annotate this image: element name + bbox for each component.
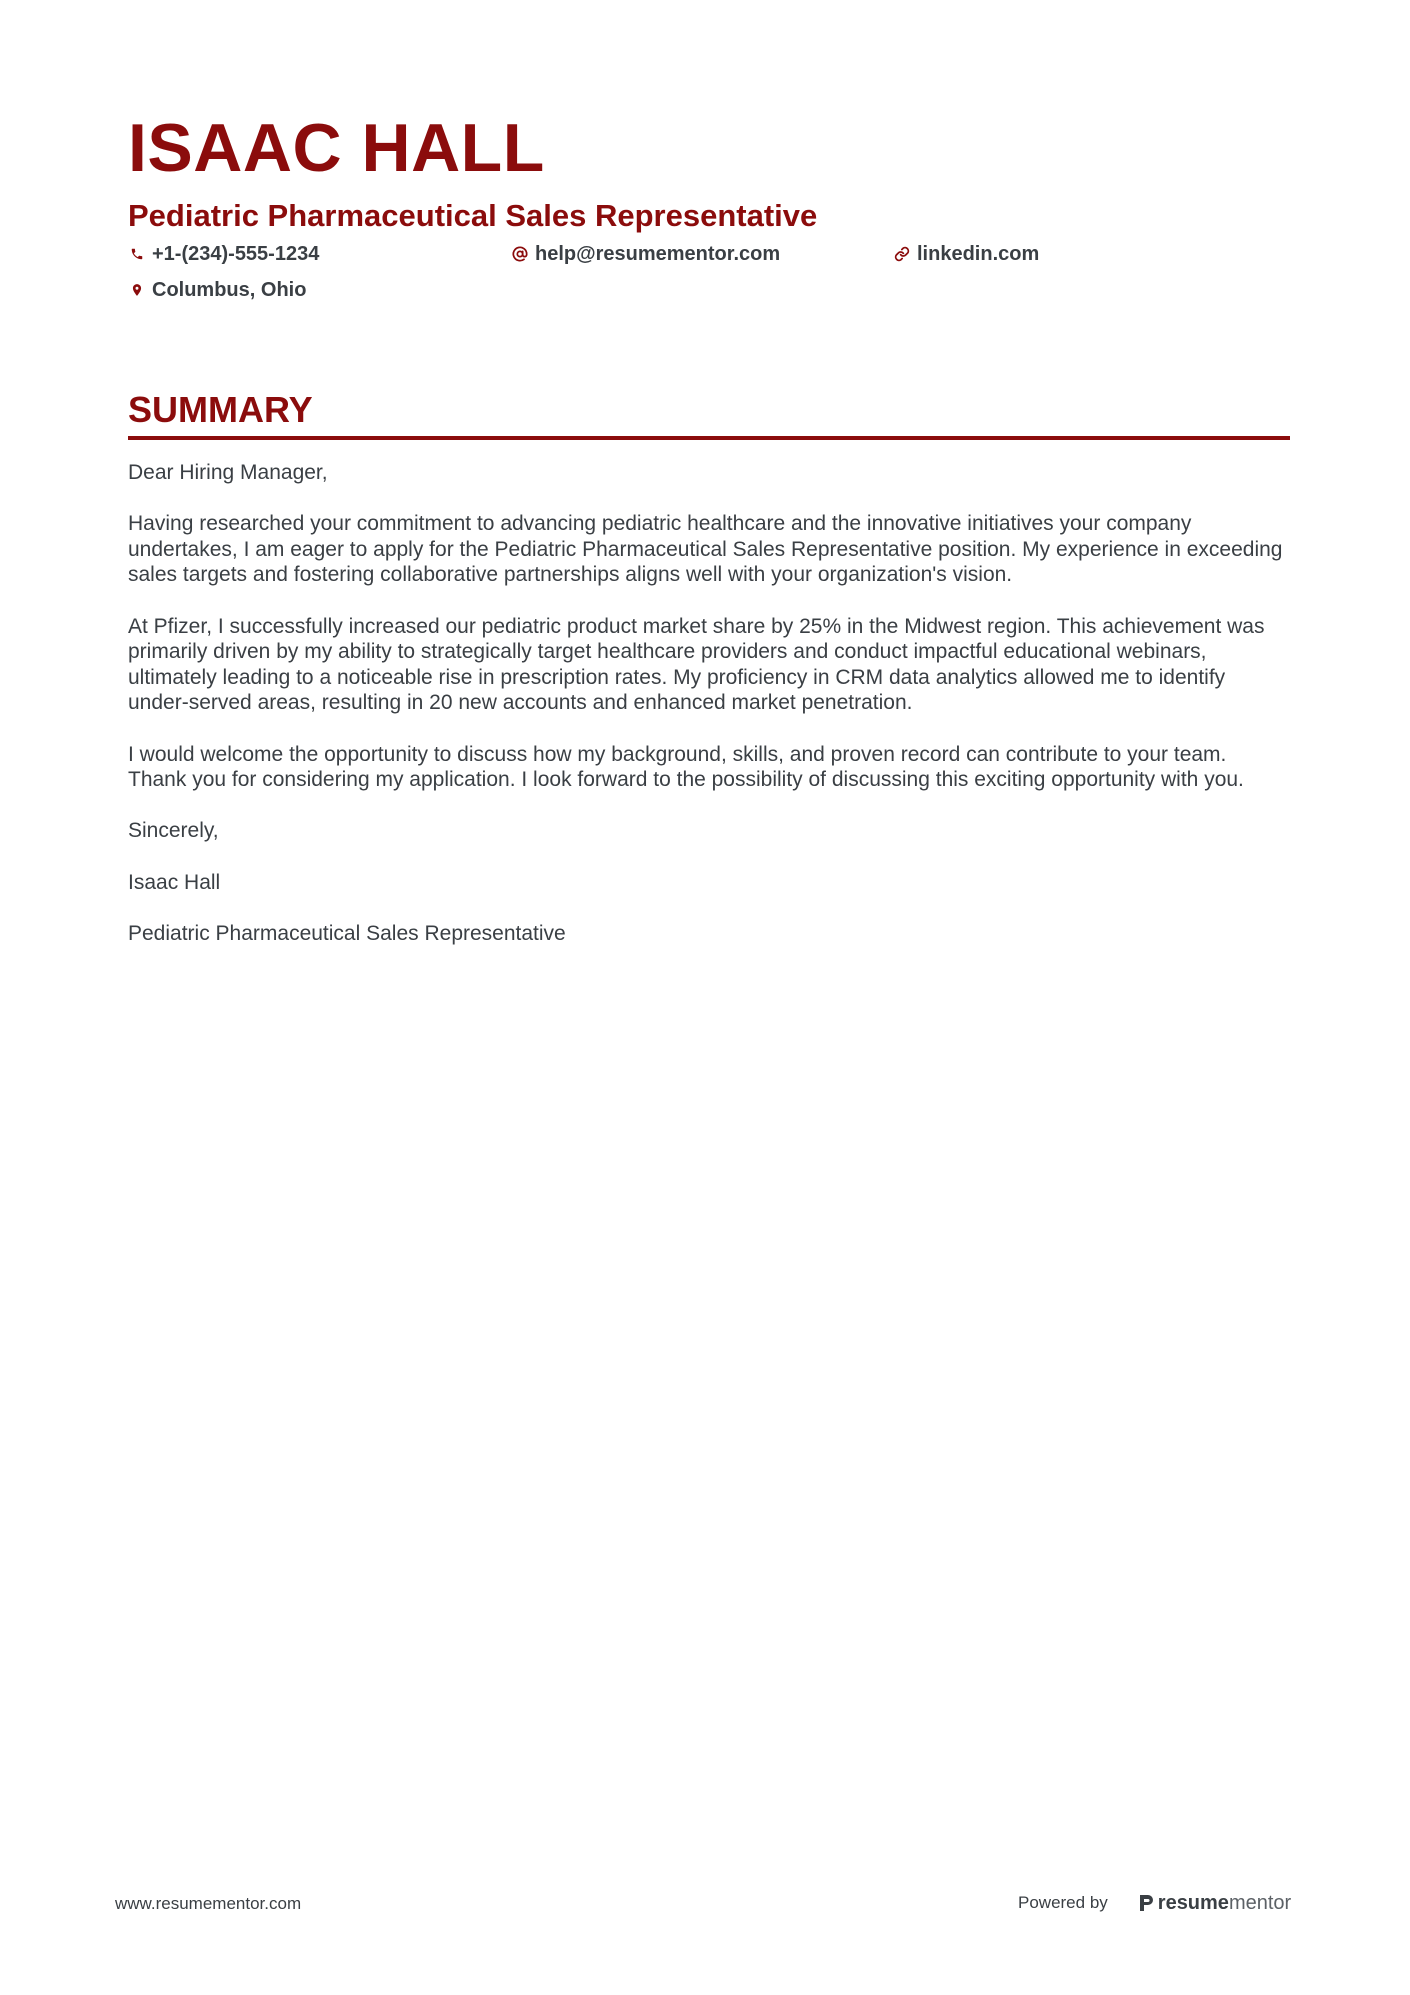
map-pin-icon (128, 281, 146, 299)
section-divider (128, 436, 1290, 440)
contact-location (128, 276, 306, 304)
at-sign-icon (511, 245, 529, 263)
closing: Sincerely, (128, 819, 219, 843)
email-text[interactable]: help@resumementor.com (535, 243, 781, 265)
brand-name-light: mentor (1228, 1891, 1292, 1914)
phone-text: +1-(234)-555-1234 (152, 243, 320, 265)
brand-name-bold: resume (1157, 1891, 1229, 1914)
paragraph: At Pfizer, I successfully increased our pediatric product market share by 25% in the Midwest region. This achievement was primarily driven by my ability to strategically target healthcare providers and conduct impactful educational webinars, ultimately leading to a noticeable rise in prescription rates. My proficiency in CRM data analytics allowed me to identify under-served areas, resulting in 20 new accounts and enhanced market penetration. (128, 614, 1265, 715)
phone-icon (128, 245, 146, 263)
link-icon (893, 245, 911, 263)
section-title: SUMMARY (128, 389, 313, 430)
powered-by-text: Powered by (1018, 1893, 1108, 1912)
job-title: Pediatric Pharmaceutical Sales Representative (128, 198, 818, 233)
greeting: Dear Hiring Manager, (128, 461, 328, 484)
footer-website[interactable]: www.resumementor.com (115, 1894, 302, 1913)
linkedin-text[interactable]: linkedin.com (917, 243, 1040, 265)
paragraph: Having researched your commitment to advancing pediatric healthcare and the innovative initiatives your company undertakes, I am eager to apply for the Pediatric Pharmaceutical Sales Representative position. My experience in exceeding sales targets and fostering collaborative partnerships aligns well with your organization's vision. (128, 512, 1283, 587)
resumementor-logo-icon (1138, 1893, 1154, 1913)
location-text: Columbus, Ohio (152, 279, 307, 301)
signature-title: Pediatric Pharmaceutical Sales Representative (128, 921, 566, 945)
summary-section-header (128, 386, 1290, 440)
contact-phone (128, 240, 319, 268)
footer-branding (1018, 1889, 1291, 1917)
candidate-name: ISAAC HALL (128, 110, 545, 186)
contact-linkedin[interactable] (893, 240, 1039, 268)
cover-letter-body (128, 460, 1288, 972)
contact-email[interactable] (511, 240, 780, 268)
brand-logo[interactable] (1138, 1892, 1291, 1915)
paragraph: I would welcome the opportunity to discuss how my background, skills, and proven record can contribute to your team. Thank you for considering my application. I look forward to the possibility of discussing this exciting opportunity with you. (128, 742, 1244, 792)
signature-name: Isaac Hall (128, 870, 221, 894)
header (128, 108, 1288, 236)
